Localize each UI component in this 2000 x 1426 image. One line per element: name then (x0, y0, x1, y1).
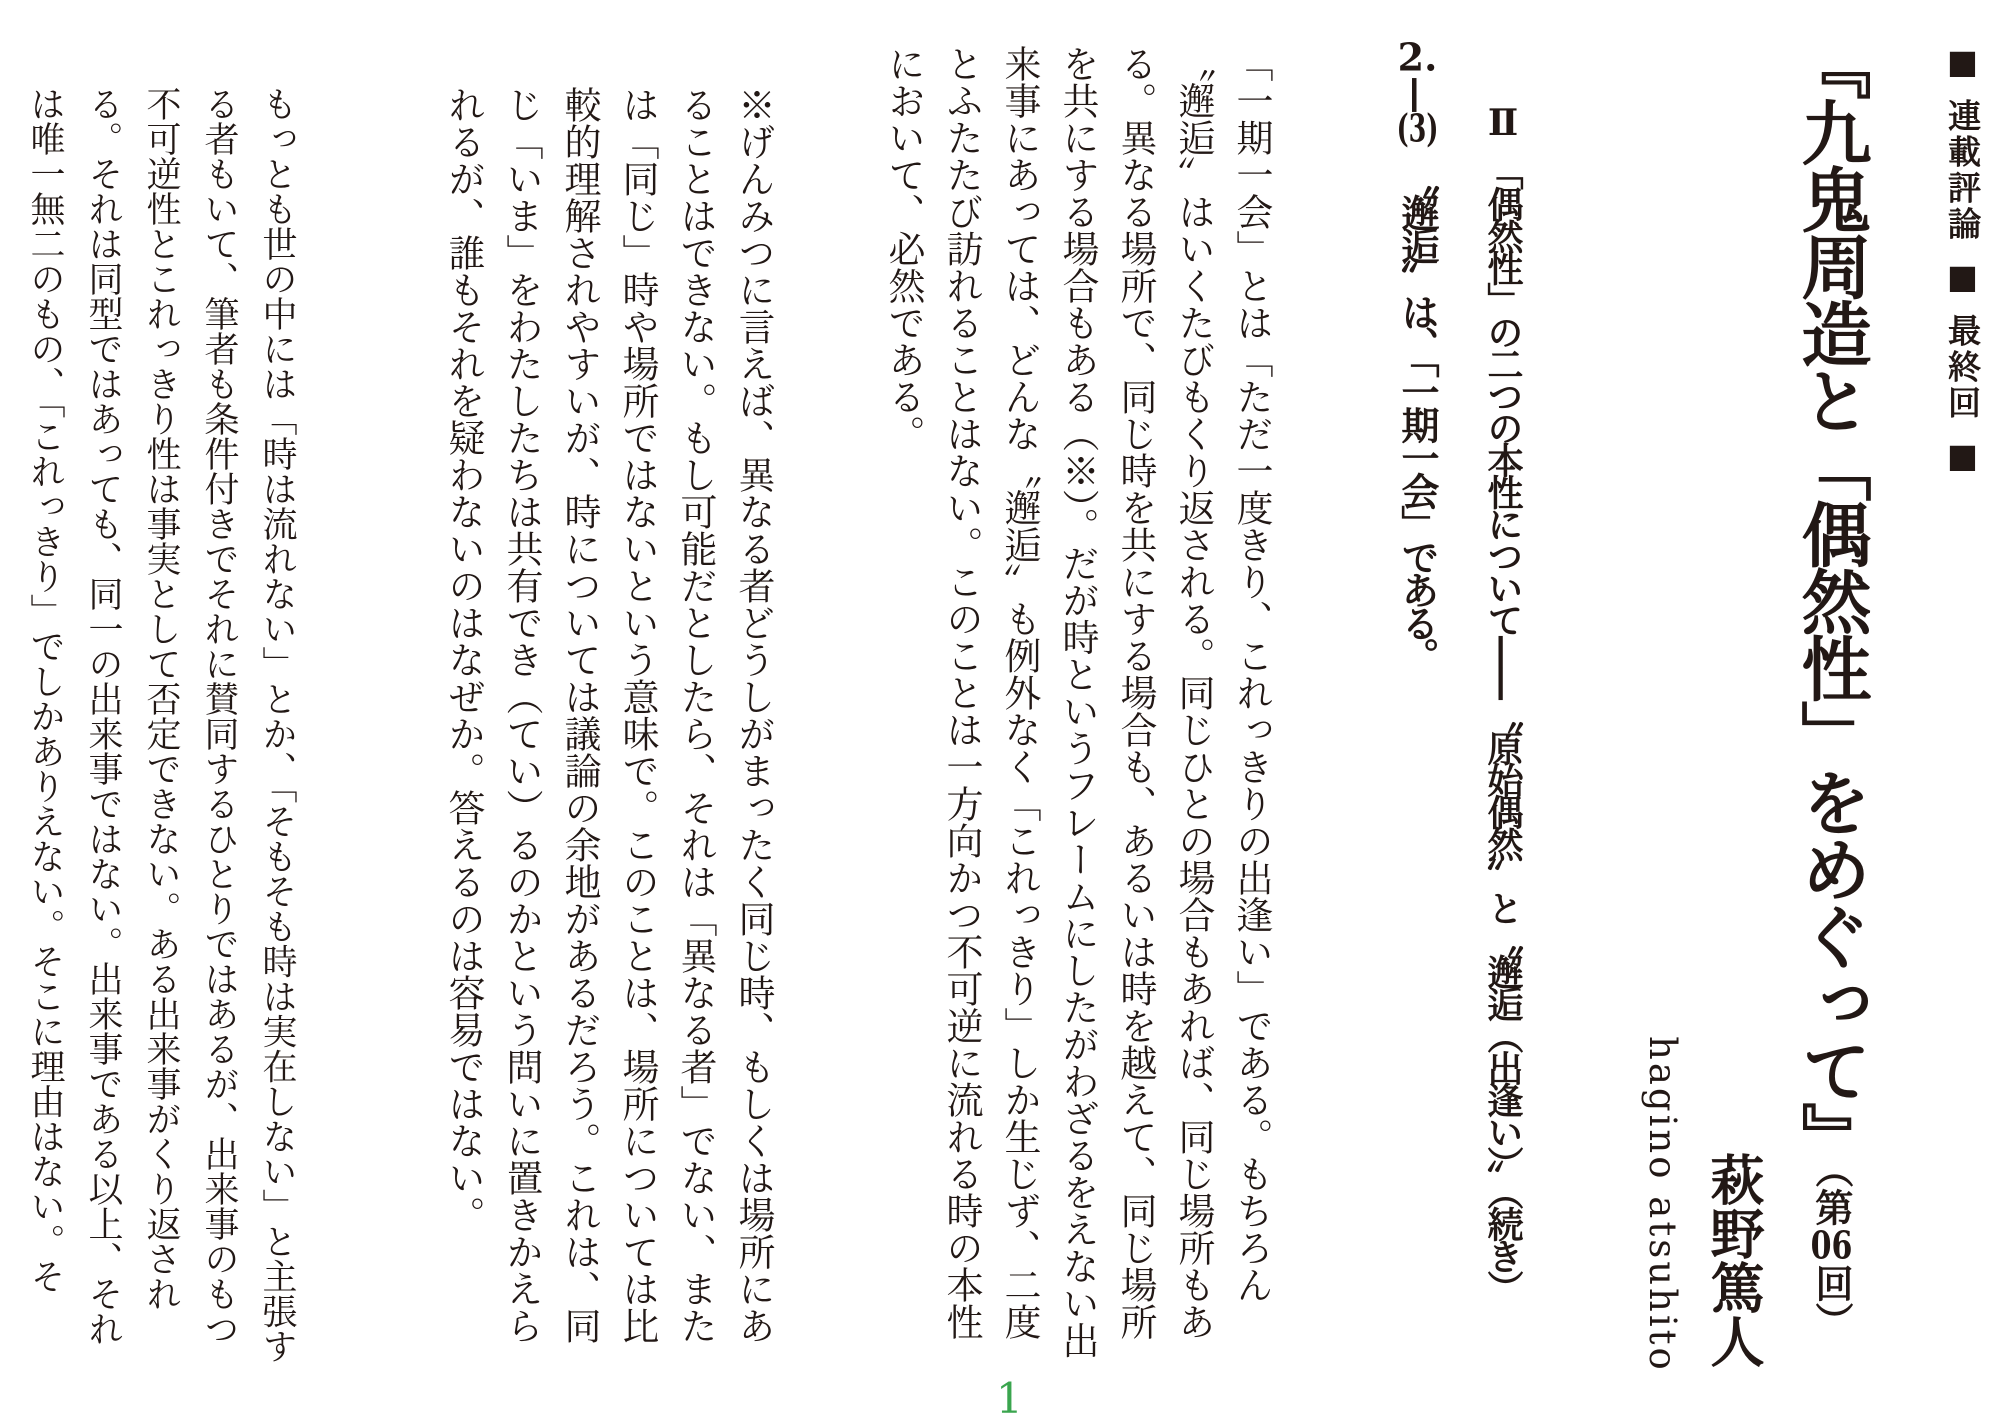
body-paragraph-3: もっとも世の中には「時は流れない」とか、「そもそも時は実在しない」と主張する者もいて、筆者も条件付きでそれに賛同するひとりではあるが、出来事のもつ不可逆性とこれっきり性は事実として否定できない。ある出来事がくり返される。それは同型ではあっても、同一の出来事ではない。出来事である以上、それは唯一無二のもの、「これっきり」でしかありえない。そこに理由はない。そ (25, 86, 297, 1364)
body-paragraph-1: 「一期一会」とは「ただ一度きり、これっきりの出逢い」である。もちろん〝邂逅〟はいくたびもくり返される。同じひとの場合もあれば、同じ場所もある。異なる場所で、同じ時を共にする場合も、あるいは時を越えて、同じ場所を共にする場合もある（※）。だが時というフレームにしたがわざるをえない出来事にあっては、どんな〝邂逅〟も例外なく「これっきり」しか生じず、二度とふたたび訪れることはない。このことは一方向かつ不可逆に流れる時の本性において、必然である。 (882, 45, 1273, 1359)
installment-label (1809, 1169, 1854, 1340)
subsection-paren-number: (3) (1396, 109, 1439, 147)
section-heading: Ⅱ 「偶然性」の二つの本性について——〝原始偶然〟と〝邂逅（出逢い）〟（続き） (1482, 102, 1524, 1302)
subsection-dash: — (1395, 76, 1440, 109)
installment-prefix: （第 (1809, 1169, 1854, 1226)
subsection-number: 2. (1397, 38, 1438, 76)
installment-number: 06 (1810, 1226, 1853, 1264)
masthead-serial-label: ■ 連載評論 ■ 最終回 ■ (1943, 42, 1982, 478)
body-paragraph-2-footnote: ※げんみつに言えば、異なる者どうしがまったく同じ時、もしくは場所にあることはできない。もし可能だとしたら、それは「異なる者」でない、または「同じ」時や場所ではないという意味で。このことは、場所については比較的理解されやすいが、時については議論の余地があるだろう。これは、同じ「いま」をわたしたちは共有でき（てい）るのかという問いに置きかえられるが、誰もそれを疑わないのはなぜか。答えるのは容易ではない。 (442, 86, 775, 1344)
page-number: 1 (996, 1374, 1023, 1423)
article-title (1763, 30, 1900, 1340)
author-romaji: hagino atsuhito (1641, 1036, 1684, 1373)
installment-suffix: 回） (1809, 1264, 1854, 1340)
author-name: 萩野篤人 (1702, 1152, 1766, 1368)
article-title-main: 『九鬼周造と「偶然性」をめぐって』 (1790, 30, 1873, 1169)
subsection-heading (1391, 38, 1444, 670)
subsection-title: 〝邂逅〟は、「一期一会」である。 (1395, 147, 1440, 670)
